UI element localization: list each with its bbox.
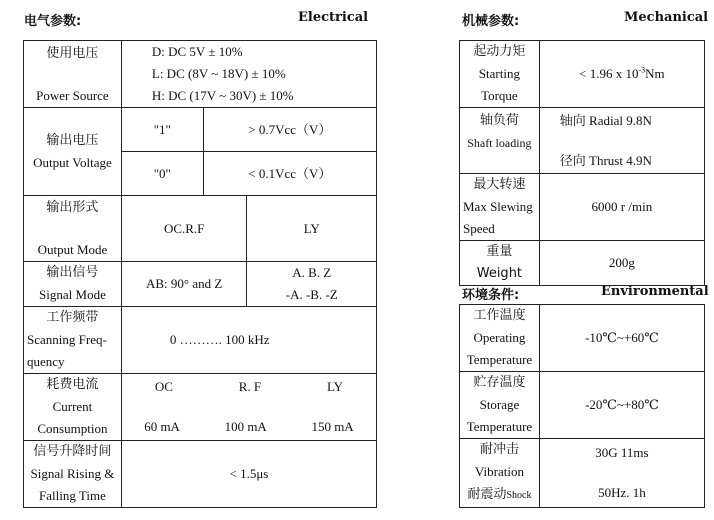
table-row [24, 108, 377, 152]
shaft-label-zh: 轴负荷 [479, 113, 519, 128]
current-header-oc: OC [154, 379, 173, 394]
output-mode-label [24, 196, 122, 262]
shock-label-en-small: Shock [506, 490, 532, 501]
shock-values [539, 439, 704, 508]
current-value-oc: 60 mA [144, 419, 180, 434]
weight-label: 重量 Weight [460, 241, 540, 286]
slewing-value: 6000 r /min [539, 174, 704, 241]
torque-label-zh: 起动力矩 [473, 44, 526, 59]
torque-value-exp: -3 [638, 65, 646, 75]
rising-label-en1: Signal Rising & [30, 466, 115, 481]
power-line-l: L: DC (8V ~ 18V) ± 10% [151, 66, 286, 81]
output-low-key: "0" [121, 152, 203, 196]
output-voltage-label-zh: 输出电压 [46, 132, 99, 148]
torque-label [460, 41, 540, 108]
torque-value-base: < 1.96 x 10 [579, 66, 639, 81]
rising-label-zh: 信号升降时间 [33, 444, 112, 459]
shaft-thrust: 径向 Thrust 4.9N [559, 152, 652, 168]
operating-label [460, 305, 540, 372]
power-line-d: D: DC 5V ± 10% [151, 44, 243, 59]
signal-mode-b2: -A. -B. -Z [285, 287, 338, 302]
shaft-label-en: Shaft loading [467, 136, 532, 150]
rising-label-en2: Falling Time [39, 488, 106, 503]
current-value-ly: 150 mA [311, 419, 354, 434]
scanning-label-zh: 工作频带 [46, 310, 99, 325]
current-values [121, 374, 376, 441]
torque-value [539, 41, 704, 108]
power-label [24, 41, 122, 108]
shock-label-en: Vibration [474, 464, 524, 479]
output-low-value: < 0.1Vcc（V） [203, 152, 376, 196]
slewing-label [460, 174, 540, 241]
signal-mode-label-en: Signal Mode [39, 287, 106, 302]
slewing-label-en1: Max Slewing [463, 199, 533, 214]
table-row [460, 41, 705, 108]
shaft-label [460, 108, 540, 174]
storage-label-en2: Temperature [466, 419, 533, 434]
torque-label-en1: Starting [478, 66, 520, 81]
output-high-key: "1" [121, 108, 203, 152]
current-label-en2: Consumption [37, 421, 108, 436]
signal-mode-b [247, 262, 377, 307]
storage-label [460, 372, 540, 439]
torque-label-en2: Torque [481, 88, 518, 103]
rising-label [24, 441, 122, 508]
signal-mode-b1: A. B. Z [292, 265, 332, 280]
environmental-title-en: Environmental [601, 284, 709, 299]
slewing-label-en2: Speed [463, 221, 495, 236]
power-label-en: Power Source [36, 88, 109, 103]
operating-label-zh: 工作温度 [473, 308, 526, 323]
table-row [24, 196, 377, 262]
mechanical-title-zh: 机械参数: [462, 14, 520, 29]
scanning-label-en2: quency [27, 354, 65, 369]
output-mode-label-en: Output Mode [37, 241, 108, 257]
output-mode-a: OC.R.F [121, 196, 247, 262]
scanning-label-en1: Scanning Freq- [27, 332, 107, 347]
shaft-radial: 轴向 Radial 9.8N [559, 112, 652, 128]
mechanical-table [459, 40, 705, 286]
environmental-table [459, 304, 705, 508]
table-row [24, 41, 377, 108]
power-values [121, 41, 376, 108]
shock-value2: 50Hz. 1h [598, 485, 646, 500]
output-high-value: > 0.7Vcc（V） [203, 108, 376, 152]
table-row [460, 241, 705, 286]
mechanical-title-en: Mechanical [624, 10, 709, 25]
torque-value-unit: Nm [645, 66, 665, 81]
table-row [24, 441, 377, 508]
electrical-title-en: Electrical [298, 10, 369, 25]
current-header-rf: R. F [238, 379, 262, 394]
table-row [460, 439, 705, 508]
slewing-label-zh: 最大转速 [473, 177, 526, 192]
operating-value: -10℃~+60℃ [539, 305, 704, 372]
table-row [24, 262, 377, 307]
current-header-ly: LY [327, 379, 344, 394]
current-value-rf: 100 mA [224, 419, 267, 434]
shaft-values [539, 108, 704, 174]
current-label-en1: Current [52, 399, 93, 414]
signal-mode-label [24, 262, 122, 307]
current-label [24, 374, 122, 441]
electrical-title-zh: 电气参数: [24, 14, 82, 29]
storage-value: -20℃~+80℃ [539, 372, 704, 439]
current-label-zh: 耗费电流 [46, 377, 99, 392]
table-row [24, 374, 377, 441]
electrical-table [23, 40, 377, 508]
storage-label-en1: Storage [479, 397, 520, 412]
scanning-label [24, 307, 122, 374]
scanning-value: 0 ………. 100 kHz [121, 307, 376, 374]
signal-mode-label-zh: 输出信号 [46, 265, 99, 280]
table-row [460, 174, 705, 241]
weight-value: 200g [539, 241, 704, 286]
output-mode-label-zh: 输出形式 [46, 199, 99, 215]
rising-value: < 1.5μs [121, 441, 376, 508]
table-row [460, 372, 705, 439]
output-voltage-label-en: Output Voltage [33, 154, 112, 170]
environmental-title-zh: 环境条件: [462, 288, 520, 303]
storage-label-zh: 贮存温度 [473, 375, 526, 390]
signal-mode-a: AB: 90° and Z [121, 262, 247, 307]
shock-label-zh2: 耐震动 [467, 487, 507, 502]
output-voltage-label [24, 108, 122, 196]
table-row [24, 307, 377, 374]
table-row [460, 108, 705, 174]
output-mode-b: LY [247, 196, 377, 262]
operating-label-en1: Operating [473, 330, 526, 345]
shock-value1: 30G 11ms [595, 445, 649, 460]
power-line-h: H: DC (17V ~ 30V) ± 10% [151, 88, 294, 103]
table-row [460, 305, 705, 372]
power-label-zh: 使用电压 [46, 46, 99, 61]
shock-label [460, 439, 540, 508]
shock-label-zh1: 耐冲击 [479, 442, 519, 457]
operating-label-en2: Temperature [466, 352, 533, 367]
